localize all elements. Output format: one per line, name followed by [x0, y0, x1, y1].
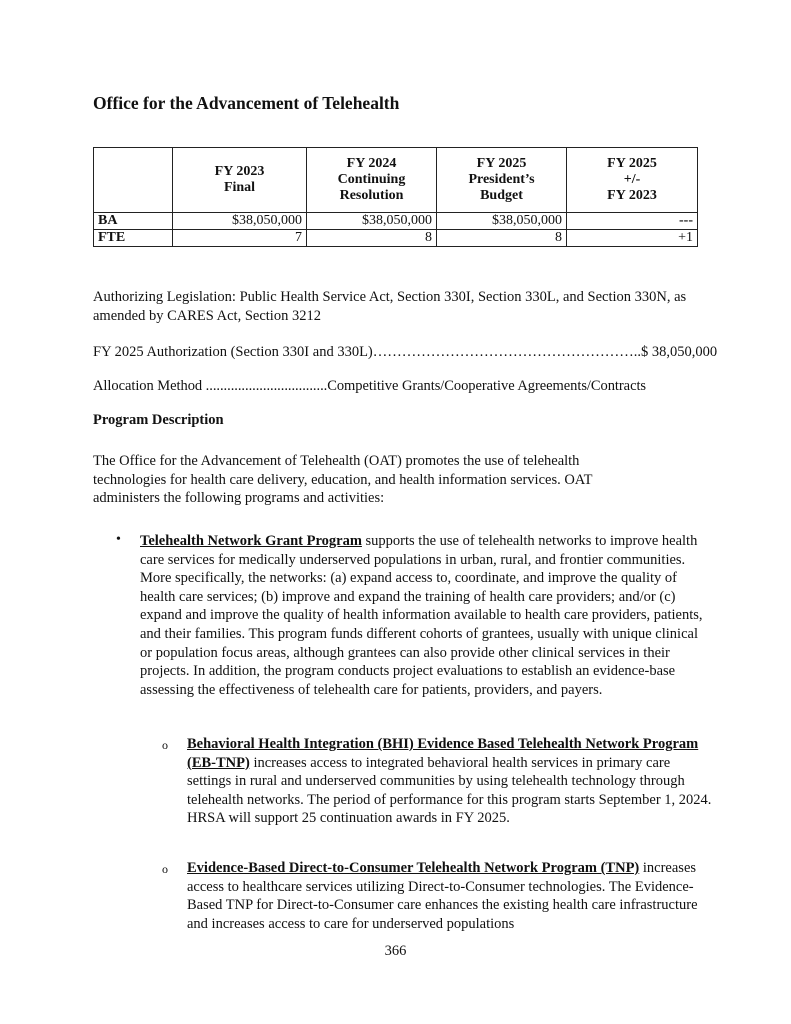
list-item	[140, 532, 712, 699]
table-header-row	[94, 148, 698, 213]
subprogram-text: increases access to healthcare services utilizing Direct-to-Consumer technologies. The Evidence-Based TNP for Direct-to-Consumer care enhances the existing health care infrastructure and increases access to care for underserved populations	[187, 860, 698, 932]
circle-bullet-icon: o	[162, 738, 168, 752]
table-cell: +1	[567, 230, 698, 247]
allocation-label: Allocation Method	[93, 378, 203, 394]
program-name: Telehealth Network Grant Program	[140, 533, 362, 549]
circle-bullet-icon: o	[162, 862, 168, 876]
table-header-fy2024: FY 2024 Continuing Resolution	[307, 148, 437, 213]
section-heading: Program Description	[93, 412, 224, 428]
subprogram-name: Evidence-Based Direct-to-Consumer Telehealth Network Program (TNP)	[187, 860, 640, 876]
page-title: Office for the Advancement of Telehealth	[93, 93, 400, 113]
authorization-value: $ 38,050,000	[641, 344, 718, 360]
table-cell: ---	[567, 213, 698, 230]
subprogram-name: Behavioral Health Integration (BHI) Evidence Based Telehealth Network Program (EB-TNP)	[187, 736, 699, 771]
authorization-label: FY 2025 Authorization (Section 330I and 330L)	[93, 344, 373, 360]
table-cell: 8	[437, 230, 567, 247]
table-cell: $38,050,000	[437, 213, 567, 230]
table-header-empty	[94, 148, 173, 213]
page-number: 366	[384, 943, 407, 959]
subprogram-text: increases access to integrated behavioral health services in primary care settings in rural and underserved communities by using telehealth technology through telehealth networks. The period of performance for this program starts September 1, 2024. HRSA will support 25 continuation awards in FY 2025.	[187, 754, 712, 827]
row-label-ba: BA	[94, 213, 173, 230]
row-label-fte: FTE	[94, 230, 173, 247]
program-text: supports the use of telehealth networks to improve health care services for medically underserved populations in urban, rural, and frontier communities. More specifically, the networks: (a) expand access to, coordinate, and improve the quality of health care services; (b) improve and expand the training of health care providers; and/or (c) expand and improve the quality of health information available to health care providers, patients, and their families. This program funds different cohorts of grantees, usually with unique clinical or population focus areas, although grantees can also provide other clinical services in their projects. In addition, the program conducts project evaluations to establish an evidence-base assessing the effectiveness of telehealth care for patients, providers, and payers.	[140, 533, 703, 698]
table-header-fy2023: FY 2023 Final	[173, 148, 307, 213]
table-header-change: FY 2025 +/- FY 2023	[567, 148, 698, 213]
table-header-fy2025: FY 2025 President’s Budget	[437, 148, 567, 213]
table-row	[94, 213, 698, 230]
table-cell: 8	[307, 230, 437, 247]
bullet-icon: •	[116, 532, 121, 547]
table-cell: $38,050,000	[307, 213, 437, 230]
allocation-value: Competitive Grants/Cooperative Agreements/Contracts	[327, 378, 647, 394]
dot-leader: ..................................	[202, 378, 328, 394]
intro-paragraph: The Office for the Advancement of Telehealth (OAT) promotes the use of telehealth technologies for health care delivery, education, and health information services. OAT administers the following programs and activities:	[93, 453, 593, 506]
sub-list-item	[187, 859, 712, 933]
table-cell: $38,050,000	[173, 213, 307, 230]
table-cell: 7	[173, 230, 307, 247]
authorization-line	[93, 343, 718, 362]
authorizing-legislation: Authorizing Legislation: Public Health Service Act, Section 330I, Section 330L, and Section 330N, as amended by CARES Act, Section 3212	[93, 289, 687, 324]
budget-table	[93, 147, 698, 247]
sub-list-item	[187, 735, 712, 828]
table-row	[94, 230, 698, 247]
dot-leader: ………………………………………………..	[372, 344, 642, 360]
allocation-line	[93, 377, 713, 396]
